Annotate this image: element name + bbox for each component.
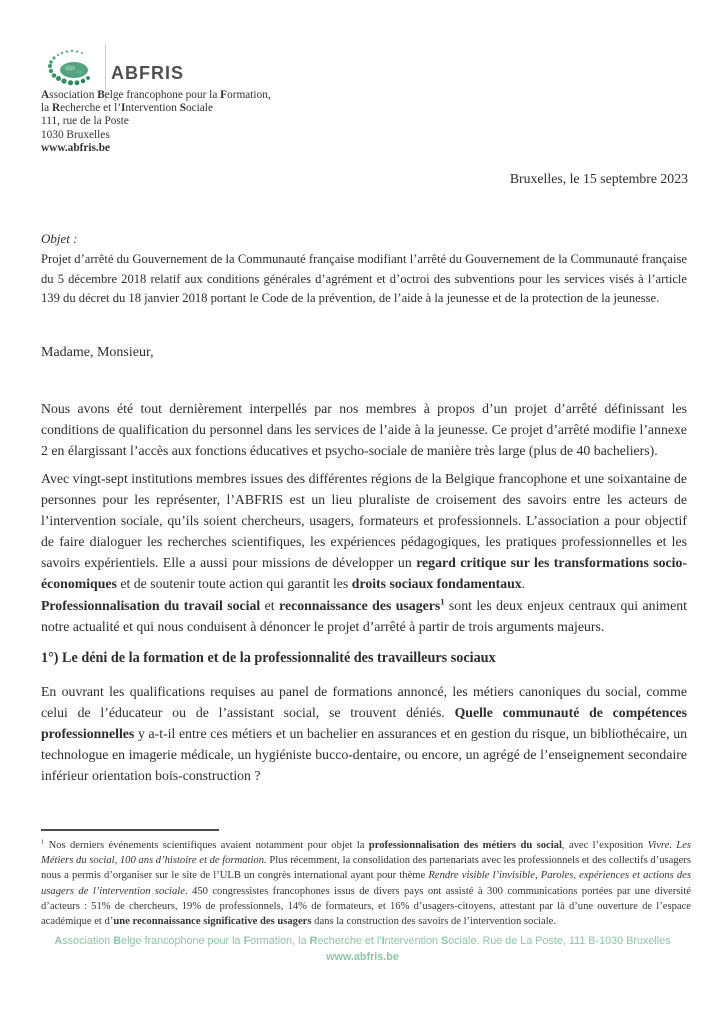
footer-website: www.abfris.be [326, 951, 399, 963]
paragraph-4: En ouvrant les qualifications requises au panel de formations annoncé, les métiers canoniques du social, comme celui de l’éducateur ou de l’assistant social, se trouvent déniés. Quelle communauté de compétences professionnelles y a-t-il entre ces métiers et un bachelier en assurances et en gestion du risque, un bibliothécaire, un technologue en imagerie médicale, un hygiéniste bucco-dentaire, ou encore, un agrégé de l’enseignement secondaire inférieur orientation bois-construction ? [41, 684, 688, 783]
letterhead-address [41, 89, 271, 155]
address-line: la Recherche et l’Intervention Sociale [41, 102, 213, 115]
logo-wordmark: ABFRIS [111, 62, 184, 83]
page-footer [0, 933, 725, 965]
salutation: Madame, Monsieur, [41, 345, 154, 360]
paragraph-1: Nous avons été tout dernièrement interpellés par nos membres à propos d’un projet d’arrêté définissant les conditions de qualification du personnel dans les services de l’aide à la jeunesse. Ce projet d’arrêté modifie l’annexe 2 en élargissant l’accès aux fonctions éducatives et psycho-sociale de manière très large (plus de 40 bacheliers). [41, 401, 687, 458]
address-line: 111, rue de la Poste [41, 115, 129, 128]
footnote-separator [41, 829, 219, 831]
footer-address-line: Association Belge francophone pour la Formation, la Recherche et l’Intervention Sociale. Rue de La Poste, 111 B-1030 Bruxelles [54, 935, 671, 947]
date-line: Bruxelles, le 15 septembre 2023 [509, 171, 688, 186]
footnote-text: $^1$ Nos derniers événements scientifiques avaient notamment pour objet la professionnalisation des métiers du social, avec l’exposition Vivre. Les Métiers du social, 100 ans d’histoire et de formation. Plus récemment, la consolidation des partenariats avec les professionnels et des collectifs d’usagers nous a permis d’organiser sur le site de l’ULB un congrès international ayant pour thème Rendre visible l’invisible, Paroles, expériences et actions des usagers de l’intervention sociale. 450 congressistes francophones issus de divers pays ont assisté à 300 communications portées par une diversité d’acteurs : 51% de chercheurs, 19% de professionnels, 14% de formateurs, et 16% d’usagers-citoyens, attestant par là d’une ouverture de l’espace académique et d’une reconnaissance significative des usagers dans la construction des savoirs de l’intervention sociale. [41, 838, 692, 928]
address-website: www.abfris.be [41, 141, 111, 154]
paragraph-2: Avec vingt-sept institutions membres issues des différentes régions de la Belgique francophone et une soixantaine de personnes pour les représenter, l’ABFRIS est un lieu pluraliste de croisement des savoirs entre les acteurs de l’intervention sociale, qu’ils soient chercheurs, usagers, formateurs et professionnels. L’association a pour objectif de faire dialoguer les recherches scientifiques, les expériences pédagogiques, les pratiques professionnelles et les savoirs expérientiels. Elle a aussi pour missions de développer un regard critique sur les transformations socio-économiques et de soutenir toute action qui garantit les droits sociaux fondamentaux. [41, 471, 688, 591]
paragraph-3: Professionnalisation du travail social et reconnaissance des usagers$^1$ sont les deux enjeux centraux qui animent notre actualité et qui nous conduisent à dénoncer le projet d’arrêté à partir de trois arguments majeurs. [41, 596, 687, 634]
objet-label: Objet : [41, 231, 78, 246]
section-heading-1: 1°) Le déni de la formation et de la professionnalité des travailleurs sociaux [41, 650, 496, 666]
objet-body: Projet d’arrêté du Gouvernement de la Communauté française modifiant l’arrêté du Gouvernement de la Communauté française du 5 décembre 2018 relatif aux conditions générales d’agrément et d’octroi des subventions pour les services visés à l’article 139 du décret du 18 janvier 2018 portant le Code de la prévention, de l’aide à la jeunesse et de la protection de la jeunesse. [41, 252, 687, 306]
address-line: Association Belge francophone pour la Formation, [41, 89, 271, 101]
address-line: 1030 Bruxelles [41, 128, 110, 141]
